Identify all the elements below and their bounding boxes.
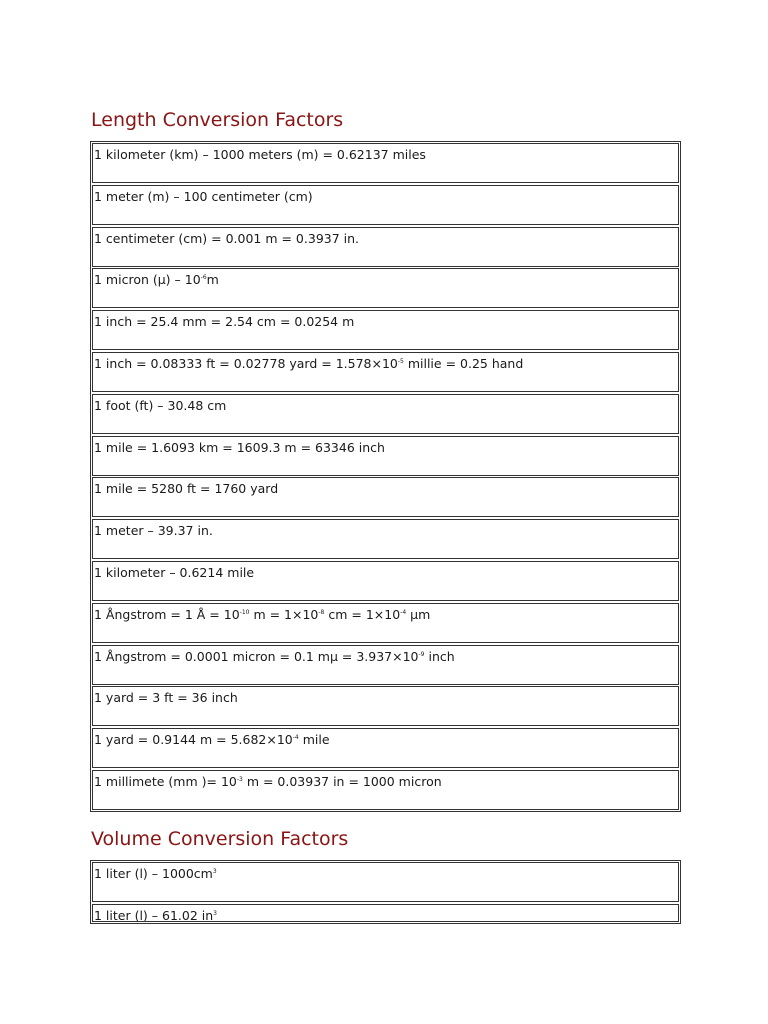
row-exponent: -5 xyxy=(397,357,404,365)
table-row xyxy=(92,728,679,768)
row-text: 1 yard = 3 ft = 36 inch xyxy=(94,690,238,706)
row-text: 1 inch = 0.08333 ft = 0.02778 yard = 1.578×10 xyxy=(94,355,398,371)
row-text: 1 foot (ft) – 30.48 cm xyxy=(94,397,227,413)
row-text: 1 mile = 5280 ft = 1760 yard xyxy=(94,481,279,497)
row-exponent: -4 xyxy=(292,734,299,742)
row-text: 1 Ångstrom = 1 Å = 10 xyxy=(94,606,240,622)
row-exponent: 3 xyxy=(213,909,217,917)
table-row xyxy=(92,227,679,267)
table-row xyxy=(92,394,679,434)
row-text: 1 mile = 1.6093 km = 1609.3 m = 63346 inch xyxy=(94,439,385,455)
row-text-cont-3: μm xyxy=(406,606,431,622)
row-text: 1 centimeter (cm) = 0.001 m = 0.3937 in. xyxy=(94,230,360,246)
row-text: 1 kilometer – 0.6214 mile xyxy=(94,564,255,580)
table-row xyxy=(92,862,679,902)
volume-conversion-table xyxy=(90,860,681,924)
row-text-cont: inch xyxy=(424,648,455,664)
table-row xyxy=(92,645,679,685)
table-row xyxy=(92,603,679,643)
row-exponent: -3 xyxy=(236,775,243,783)
table-row xyxy=(92,561,679,601)
table-row xyxy=(92,268,679,308)
row-exponent: 3 xyxy=(212,868,217,875)
table-row xyxy=(92,436,679,476)
table-row xyxy=(92,904,679,922)
row-text: 1 meter – 39.37 in. xyxy=(94,523,213,539)
row-exponent: -9 xyxy=(418,650,425,658)
volume-section-title: Volume Conversion Factors xyxy=(91,828,349,850)
row-text: 1 micron (μ) – 10 xyxy=(94,272,201,288)
length-section-title: Length Conversion Factors xyxy=(91,109,344,131)
row-text-cont-2: cm = 1×10 xyxy=(324,606,401,622)
row-text-cont: millie = 0.25 hand xyxy=(403,355,524,371)
table-row xyxy=(92,143,679,183)
table-row xyxy=(92,686,679,726)
table-row xyxy=(92,519,679,559)
row-text: 1 inch = 25.4 mm = 2.54 cm = 0.0254 m xyxy=(94,314,355,330)
row-text: 1 Ångstrom = 0.0001 micron = 0.1 mμ = 3.937×10 xyxy=(94,648,419,664)
row-text: 1 meter (m) – 100 centimeter (cm) xyxy=(94,188,313,204)
row-exponent-3: -4 xyxy=(400,608,407,616)
row-exponent-2: -8 xyxy=(318,608,325,616)
table-row xyxy=(92,770,679,810)
row-text-cont: m = 0.03937 in = 1000 micron xyxy=(242,773,442,789)
table-row xyxy=(92,477,679,517)
row-text-cont: mile xyxy=(298,732,330,748)
row-text: 1 yard = 0.9144 m = 5.682×10 xyxy=(94,732,293,748)
row-text: 1 kilometer (km) – 1000 meters (m) = 0.62137 miles xyxy=(94,147,426,162)
length-conversion-table xyxy=(90,141,681,812)
row-text: 1 liter (l) – 61.02 in xyxy=(94,907,214,922)
row-exponent: -10 xyxy=(239,608,250,616)
row-text: 1 liter (l) – 1000cm xyxy=(94,866,213,881)
table-row xyxy=(92,352,679,392)
table-row xyxy=(92,185,679,225)
row-text-cont: m xyxy=(206,272,219,288)
row-text: 1 millimete (mm )= 10 xyxy=(94,773,237,789)
row-text-cont: m = 1×10 xyxy=(249,606,319,622)
table-row xyxy=(92,310,679,350)
row-exponent: -6 xyxy=(200,274,207,282)
